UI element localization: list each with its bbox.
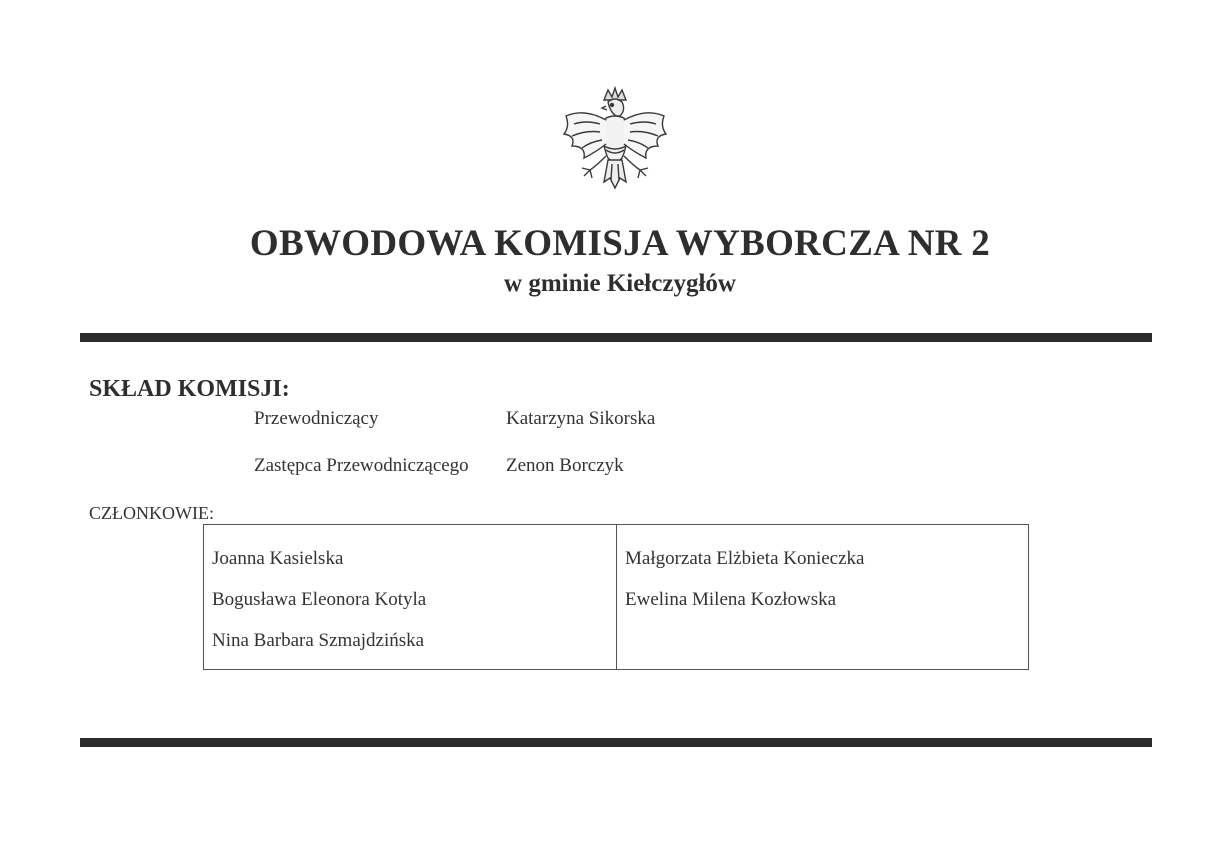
top-divider bbox=[80, 333, 1152, 342]
members-left-column bbox=[204, 525, 616, 669]
document-title: OBWODOWA KOMISJA WYBORCZA NR 2 bbox=[249, 223, 991, 264]
chair-label: Przewodniczący bbox=[254, 408, 379, 429]
section-title: SKŁAD KOMISJI: bbox=[89, 376, 290, 402]
members-label: CZŁONKOWIE: bbox=[89, 503, 214, 523]
bottom-divider bbox=[80, 738, 1152, 747]
deputy-name: Zenon Borczyk bbox=[506, 455, 624, 476]
member-name: Bogusława Eleonora Kotyla bbox=[212, 589, 427, 610]
member-name: Joanna Kasielska bbox=[212, 548, 344, 569]
deputy-label: Zastępca Przewodniczącego bbox=[254, 455, 469, 476]
polish-eagle-emblem-icon bbox=[560, 86, 670, 204]
chair-name: Katarzyna Sikorska bbox=[506, 408, 656, 429]
member-name: Ewelina Milena Kozłowska bbox=[625, 589, 837, 610]
document-subtitle: w gminie Kiełczygłów bbox=[504, 270, 736, 297]
member-name: Małgorzata Elżbieta Konieczka bbox=[625, 548, 865, 569]
members-table bbox=[203, 524, 1029, 670]
member-name: Nina Barbara Szmajdzińska bbox=[212, 630, 425, 651]
members-right-column bbox=[616, 525, 1028, 669]
